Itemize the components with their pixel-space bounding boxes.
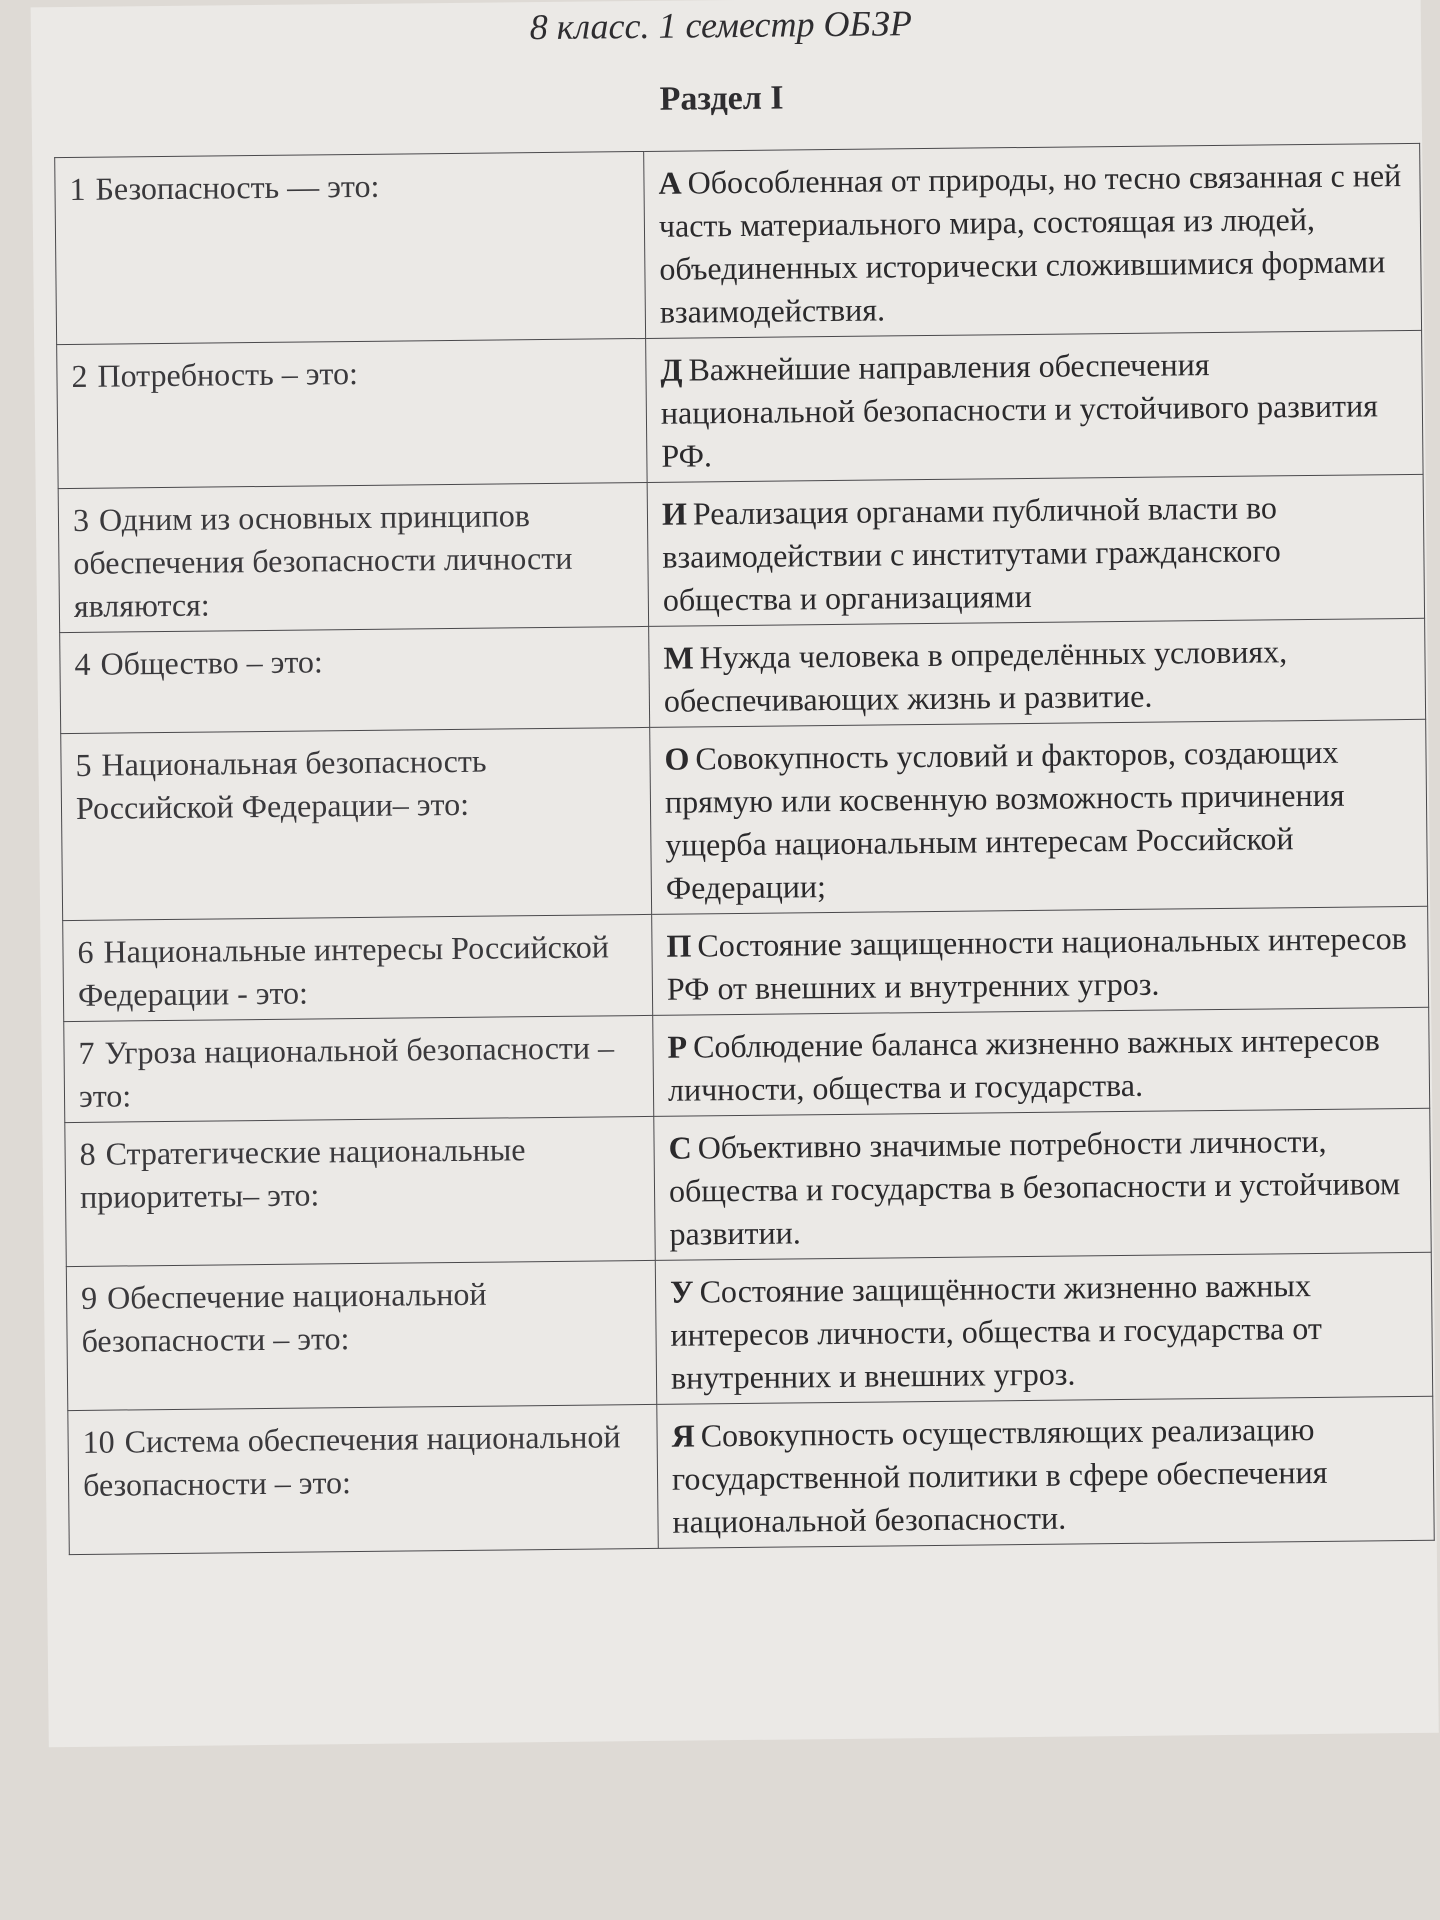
table-row — [55, 143, 1422, 344]
table-row — [65, 1108, 1431, 1266]
question-cell — [57, 338, 647, 488]
question-number: 9 — [80, 1279, 98, 1316]
answer-letter: О — [664, 740, 690, 777]
section-heading: Раздел I — [659, 79, 784, 118]
question-text: Общество – это: — [100, 643, 323, 682]
answer-text: Нужда человека в определённых условиях, обеспечивающих жизнь и развитие. — [663, 633, 1288, 719]
question-text: Национальные интересы Российской Федерации - это: — [77, 928, 610, 1013]
question-number: 7 — [78, 1034, 95, 1071]
table-row — [61, 719, 1428, 920]
answer-letter: М — [663, 639, 694, 676]
answer-text: Состояние защищенности национальных интересов РФ от внешних и внутренних угроз. — [666, 920, 1407, 1007]
question-cell — [65, 1116, 655, 1266]
table-row — [60, 618, 1426, 733]
question-number: 10 — [82, 1423, 115, 1460]
table-row — [66, 1252, 1432, 1410]
answer-text: Совокупность осуществляющих реализацию государственной политики в сфере обеспечения национальной безопасности. — [671, 1411, 1328, 1540]
answer-cell — [657, 1396, 1434, 1548]
question-number: 1 — [69, 170, 86, 207]
question-text: Угроза национальной безопасности – это: — [78, 1029, 615, 1114]
answer-letter: Я — [671, 1417, 695, 1454]
answer-text: Объективно значимые потребности личности, общества и государства в безопасности и устойчивом развитии. — [668, 1122, 1401, 1252]
answer-letter: И — [661, 495, 688, 532]
question-cell — [66, 1260, 656, 1410]
answer-cell — [649, 618, 1426, 727]
question-text: Обеспечение национальной безопасности – это: — [81, 1275, 487, 1359]
answer-cell — [644, 143, 1422, 338]
answer-cell — [647, 474, 1424, 626]
answer-cell — [652, 906, 1429, 1015]
table-row — [63, 906, 1429, 1021]
question-number: 4 — [74, 645, 91, 682]
table-row — [68, 1396, 1434, 1554]
answer-letter: Д — [660, 351, 683, 388]
question-cell — [68, 1404, 658, 1554]
answer-letter: С — [668, 1129, 692, 1166]
answer-cell — [646, 330, 1423, 482]
question-number: 5 — [75, 746, 92, 783]
question-number: 2 — [71, 357, 88, 394]
answer-text: Совокупность условий и факторов, создающих прямую или косвенную возможность причинения ущерба национальным интересам Российской Федерации; — [664, 733, 1345, 906]
question-number: 8 — [79, 1135, 96, 1172]
table-row — [57, 330, 1423, 488]
table-row — [58, 474, 1424, 632]
question-cell — [61, 727, 652, 920]
question-cell — [58, 482, 648, 632]
worksheet-title: 8 класс. 1 семестр ОБЗР — [529, 3, 913, 48]
matching-table — [54, 143, 1435, 1555]
answer-cell — [655, 1252, 1432, 1404]
answer-cell — [650, 719, 1428, 914]
answer-text: Реализация органами публичной власти во взаимодействии с институтами гражданского общества и организациями — [662, 489, 1281, 618]
question-number: 6 — [77, 933, 94, 970]
question-text: Безопасность — это: — [95, 167, 380, 207]
question-text: Стратегические национальные приоритеты– это: — [79, 1131, 526, 1215]
question-text: Система обеспечения национальной безопасности – это: — [82, 1418, 621, 1503]
answer-cell — [653, 1007, 1430, 1116]
answer-text: Обособленная от природы, но тесно связанная с ней часть материального мира, состоящая из людей, объединенных исторически сложившимися формами взаимодействия. — [658, 157, 1402, 330]
question-cell — [64, 1015, 654, 1122]
question-text: Национальная безопасность Российской Федерации– это: — [75, 742, 487, 826]
answer-text: Состояние защищённости жизненно важных интересов личности, общества и государства от внутренних и внешних угроз. — [670, 1267, 1323, 1396]
answer-letter: А — [658, 164, 682, 201]
table-row — [64, 1007, 1430, 1122]
question-cell — [55, 151, 646, 344]
answer-cell — [654, 1108, 1431, 1260]
question-cell — [63, 914, 653, 1021]
answer-letter: П — [666, 927, 692, 964]
answer-text: Соблюдение баланса жизненно важных интересов личности, общества и государства. — [667, 1021, 1380, 1108]
answer-letter: У — [669, 1273, 694, 1310]
question-text: Одним из основных принципов обеспечения безопасности личности являются: — [73, 497, 573, 624]
question-cell — [60, 626, 650, 733]
question-text: Потребность – это: — [97, 354, 359, 394]
answer-letter: Р — [667, 1028, 688, 1065]
worksheet-page — [31, 0, 1439, 1747]
question-number: 3 — [72, 501, 90, 538]
answer-text: Важнейшие направления обеспечения национальной безопасности и устойчивого развития РФ. — [660, 346, 1379, 474]
